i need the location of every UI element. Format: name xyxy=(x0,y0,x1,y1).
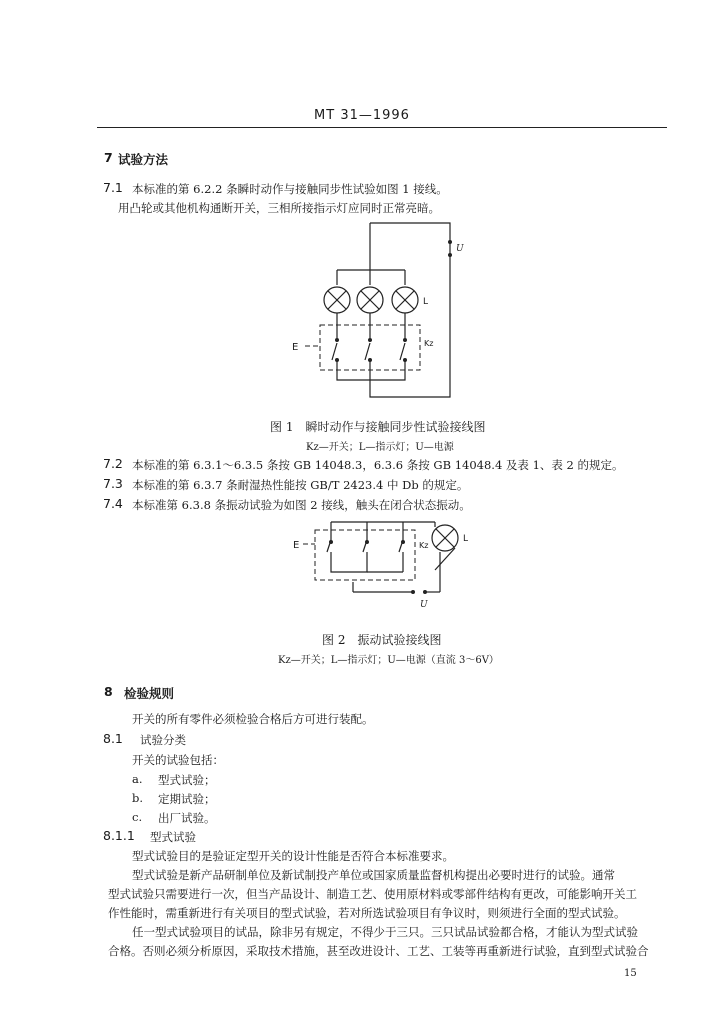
page-number: 15 xyxy=(624,968,637,979)
clause-7-4-number: 7.4 xyxy=(103,496,123,511)
figure-1-diagram xyxy=(290,215,480,405)
figure-1-caption: 图 1 瞬时动作与接触同步性试验接线图 xyxy=(270,420,486,434)
clause-8-1-title: 试验分类 xyxy=(140,733,186,747)
list-item-text: 型式试验； xyxy=(158,773,216,787)
section-8-number: 8 xyxy=(104,684,113,699)
clause-8-1-intro: 开关的试验包括： xyxy=(132,753,224,767)
figure-2-label-e: E xyxy=(293,540,300,551)
clause-8-1-1-title: 型式试验 xyxy=(150,830,196,844)
clause-8-1-1-para-3-line-2: 合格。否则必须分析原因，采取技术措施，甚至改进设计、工艺、工装等再重新进行试验，直到型式试验合 xyxy=(108,944,649,958)
figure-2-diagram xyxy=(285,512,475,612)
clause-7-2-number: 7.2 xyxy=(103,456,123,471)
list-item-mark: b. xyxy=(132,791,144,805)
figure-1-legend: Kz—开关；L—指示灯；U—电源 xyxy=(306,442,454,453)
list-item-mark: c. xyxy=(132,810,143,824)
list-item-text: 定期试验； xyxy=(158,792,216,806)
list-item-mark: a. xyxy=(132,772,143,786)
figure-2-label-kz: Kz xyxy=(419,541,429,550)
figure-1-label-u: U xyxy=(456,244,464,254)
figure-2-label-u: U xyxy=(420,600,428,610)
figure-1-label-e: E xyxy=(292,342,299,353)
list-item-text: 出厂试验。 xyxy=(158,811,216,825)
clause-8-1-1-para-2-line-3: 作性能时，需重新进行有关项目的型式试验，若对所选试验项目有争议时，则须进行全面的型式试验。 xyxy=(108,906,626,920)
figure-1-label-l: L xyxy=(423,297,429,307)
figure-1-label-kz: Kz xyxy=(424,339,434,348)
clause-7-1-text: 本标准的第 6.2.2 条瞬时动作与接触同步性试验如图 1 接线。 xyxy=(132,182,448,196)
clause-7-3-number: 7.3 xyxy=(103,476,123,491)
figure-2-label-l: L xyxy=(463,534,469,544)
clause-8-1-1-para-2-line-2: 型式试验只需要进行一次，但当产品设计、制造工艺、使用原材料或零部件结构有更改，可能影响开关工 xyxy=(108,887,637,901)
clause-7-1-text-2: 用凸轮或其他机构通断开关，三相所接指示灯应同时正常亮暗。 xyxy=(118,201,440,215)
clause-7-1-number: 7.1 xyxy=(103,180,123,195)
figure-2-legend: Kz—开关；L—指示灯；U—电源（直流 3～6V） xyxy=(278,655,499,666)
clause-7-2-text: 本标准的第 6.3.1～6.3.5 条按 GB 14048.3，6.3.6 条按 GB 14048.4 及表 1、表 2 的规定。 xyxy=(132,458,624,472)
header-rule xyxy=(97,127,667,128)
section-7-title: 试验方法 xyxy=(118,152,169,167)
clause-8-1-1-para-2-line-1: 型式试验是新产品研制单位及新试制投产单位或国家质量监督机构提出必要时进行的试验。通常 xyxy=(132,868,615,882)
section-8-paragraph: 开关的所有零件必须检验合格后方可进行装配。 xyxy=(132,712,374,726)
clause-8-1-1-para-3-line-1: 任一型式试验项目的试品，除非另有规定，不得少于三只。三只试品试验都合格，才能认为型式试验 xyxy=(132,925,638,939)
figure-2-caption: 图 2 振动试验接线图 xyxy=(322,633,442,647)
clause-8-1-1-number: 8.1.1 xyxy=(103,828,135,843)
standard-number-header: MT 31—1996 xyxy=(314,108,410,123)
clause-7-3-text: 本标准的第 6.3.7 条耐湿热性能按 GB/T 2423.4 中 Db 的规定。 xyxy=(132,478,469,492)
section-7-number: 7 xyxy=(104,150,113,165)
section-8-title: 检验规则 xyxy=(124,686,175,701)
clause-8-1-number: 8.1 xyxy=(103,731,123,746)
clause-8-1-1-para-1: 型式试验目的是验证定型开关的设计性能是否符合本标准要求。 xyxy=(132,849,454,863)
clause-7-4-text: 本标准第 6.3.8 条振动试验为如图 2 接线，触头在闭合状态振动。 xyxy=(132,498,471,512)
